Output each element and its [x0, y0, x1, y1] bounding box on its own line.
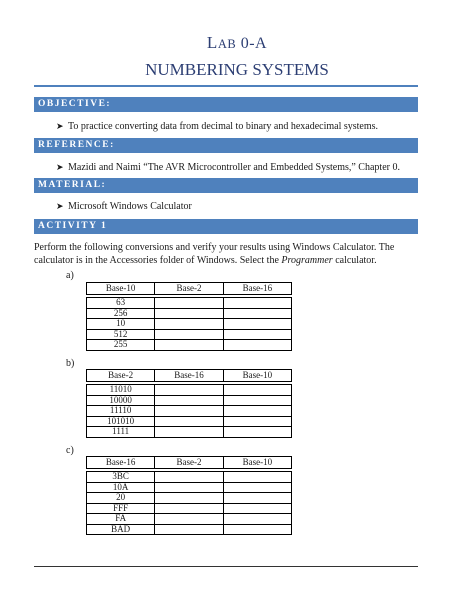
table-row: [87, 427, 292, 438]
answer-cell[interactable]: [155, 308, 223, 319]
arrow-bullet-icon: ➤: [56, 121, 64, 131]
table-row: [87, 406, 292, 417]
table-row: [87, 416, 292, 427]
question-b-label: b): [66, 358, 75, 369]
column-header: Base-2: [155, 457, 223, 469]
answer-cell[interactable]: [155, 427, 223, 438]
column-header: Base-16: [223, 283, 291, 295]
arrow-bullet-icon: ➤: [56, 201, 64, 211]
table-header-row: [87, 370, 292, 382]
answer-cell[interactable]: [155, 340, 223, 351]
conversion-table-a: [86, 282, 292, 351]
column-header: Base-2: [87, 370, 155, 382]
table-row: [87, 482, 292, 493]
table-row: [87, 472, 292, 483]
answer-cell[interactable]: [223, 514, 291, 525]
given-value-cell: 11110: [87, 406, 155, 417]
table-row: [87, 514, 292, 525]
answer-cell[interactable]: [155, 493, 223, 504]
material-bullet: [56, 201, 192, 212]
table-row: [87, 340, 292, 351]
given-value-cell: 63: [87, 298, 155, 309]
section-objective-heading: OBJECTIVE:: [34, 97, 418, 112]
given-value-cell: 10000: [87, 395, 155, 406]
table-row: [87, 319, 292, 330]
page-title: NUMBERING SYSTEMS: [145, 60, 329, 79]
reference-bullet: [56, 162, 400, 173]
table-row: [87, 329, 292, 340]
answer-cell[interactable]: [223, 427, 291, 438]
given-value-cell: 10A: [87, 482, 155, 493]
answer-cell[interactable]: [223, 395, 291, 406]
given-value-cell: 11010: [87, 385, 155, 396]
given-value-cell: BAD: [87, 524, 155, 535]
section-reference-heading: REFERENCE:: [34, 138, 418, 153]
table-header-row: [87, 283, 292, 295]
table-row: [87, 298, 292, 309]
title-divider: [34, 85, 418, 87]
answer-cell[interactable]: [155, 514, 223, 525]
answer-cell[interactable]: [155, 416, 223, 427]
material-text: Microsoft Windows Calculator: [68, 201, 192, 212]
given-value-cell: 1111: [87, 427, 155, 438]
column-header: Base-16: [87, 457, 155, 469]
given-value-cell: FA: [87, 514, 155, 525]
table-row: [87, 385, 292, 396]
answer-cell[interactable]: [223, 385, 291, 396]
given-value-cell: 512: [87, 329, 155, 340]
lab-title: LAB 0-A: [206, 33, 268, 52]
answer-cell[interactable]: [223, 416, 291, 427]
reference-text: Mazidi and Naimi “The AVR Microcontroller and Embedded Systems,” Chapter 0.: [68, 162, 400, 173]
answer-cell[interactable]: [155, 329, 223, 340]
table-row: [87, 503, 292, 514]
answer-cell[interactable]: [223, 308, 291, 319]
answer-cell[interactable]: [155, 385, 223, 396]
table-header-row: [87, 457, 292, 469]
answer-cell[interactable]: [223, 319, 291, 330]
table-row: [87, 395, 292, 406]
section-activity-heading: ACTIVITY 1: [34, 219, 418, 234]
answer-cell[interactable]: [223, 472, 291, 483]
answer-cell[interactable]: [155, 482, 223, 493]
section-material-heading: MATERIAL:: [34, 178, 418, 193]
column-header: Base-16: [155, 370, 223, 382]
question-a-label: a): [66, 270, 74, 281]
answer-cell[interactable]: [223, 524, 291, 535]
footer-divider: [34, 566, 418, 567]
given-value-cell: FFF: [87, 503, 155, 514]
answer-cell[interactable]: [223, 298, 291, 309]
question-c-label: c): [66, 445, 74, 456]
conversion-table-c: [86, 456, 292, 535]
given-value-cell: 255: [87, 340, 155, 351]
arrow-bullet-icon: ➤: [56, 162, 64, 172]
table-row: [87, 308, 292, 319]
answer-cell[interactable]: [223, 406, 291, 417]
instructions-paragraph: Perform the following conversions and verify your results using Windows Calculator. The calculator is in the Accessories folder of Windows. Select the Programmer calculator.: [34, 242, 395, 266]
answer-cell[interactable]: [155, 524, 223, 535]
given-value-cell: 20: [87, 493, 155, 504]
table-row: [87, 524, 292, 535]
objective-bullet: [56, 121, 379, 132]
answer-cell[interactable]: [155, 472, 223, 483]
column-header: Base-10: [223, 457, 291, 469]
column-header: Base-10: [223, 370, 291, 382]
given-value-cell: 256: [87, 308, 155, 319]
answer-cell[interactable]: [223, 329, 291, 340]
answer-cell[interactable]: [155, 319, 223, 330]
given-value-cell: 10: [87, 319, 155, 330]
answer-cell[interactable]: [155, 298, 223, 309]
given-value-cell: 101010: [87, 416, 155, 427]
answer-cell[interactable]: [155, 406, 223, 417]
answer-cell[interactable]: [155, 503, 223, 514]
answer-cell[interactable]: [223, 482, 291, 493]
column-header: Base-10: [87, 283, 155, 295]
answer-cell[interactable]: [223, 340, 291, 351]
column-header: Base-2: [155, 283, 223, 295]
given-value-cell: 3BC: [87, 472, 155, 483]
table-row: [87, 493, 292, 504]
conversion-table-b: [86, 369, 292, 438]
answer-cell[interactable]: [223, 503, 291, 514]
answer-cell[interactable]: [155, 395, 223, 406]
objective-text: To practice converting data from decimal to binary and hexadecimal systems.: [68, 121, 379, 132]
answer-cell[interactable]: [223, 493, 291, 504]
